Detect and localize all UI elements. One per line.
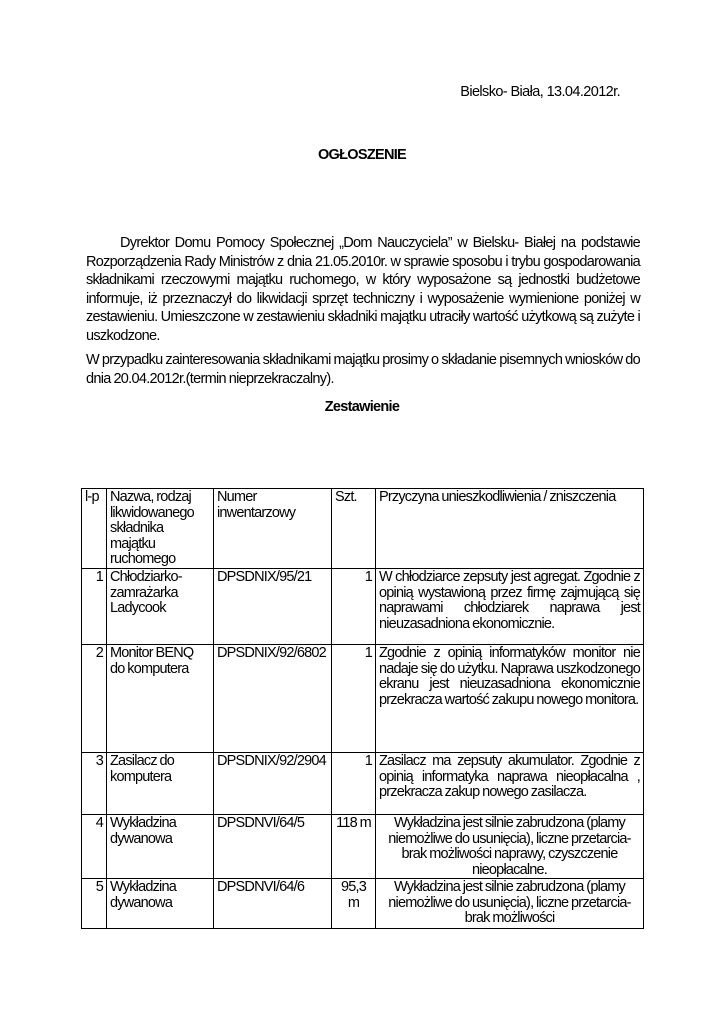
row-lp: 4 (82, 815, 107, 879)
row-lp: 1 (82, 569, 107, 645)
table-row (82, 569, 644, 645)
row-name: Wykładzina dywanowa (107, 815, 214, 879)
row-reason: Wykładzina jest silnie zabrudzona (plamy niemożliwe do usunięcia), liczne przetarcia-brak możliwości naprawy, czyszczenie nieopłacalne. (376, 815, 644, 879)
row-qty: 1 (332, 569, 376, 645)
row-name: Wykładzina dywanowa (107, 879, 214, 929)
row-inventory: DPSDNIX/95/21 (214, 569, 332, 645)
row-lp: 3 (82, 753, 107, 815)
list-subtitle: Zestawienie (324, 399, 400, 415)
items-table (81, 488, 644, 929)
table-row (82, 815, 644, 879)
header-qty: Szt. (332, 489, 376, 569)
row-name: Zasilacz do komputera (107, 753, 214, 815)
row-qty: 118 m (332, 815, 376, 879)
table-row (82, 753, 644, 815)
row-name: Chłodziarko-zamrażarka Ladycook (107, 569, 214, 645)
intro-paragraph: Dyrektor Domu Pomocy Społecznej „Dom Nauczyciela” w Bielsku- Białej na podstawie Rozporządzenia Rady Ministrów z dnia 21.05.2010r. w sprawie sposobu i trybu gospodarowania składnikami rzeczowymi majątku ruchomego, w który wyposażone są jednostki budżetowe informuje, iż przeznaczył do likwidacji sprzęt techniczny i wyposażenie wymienione poniżej w zestawieniu. Umieszczone w zestawieniu składniki majątku utraciły wartość użytkową są zużyte i uszkodzone. (86, 235, 640, 344)
row-reason: Zasilacz ma zepsuty akumulator. Zgodnie z opinią informatyka naprawa nieopłacalna , przekracza zakup nowego zasilacza. (376, 753, 644, 815)
table-header-row (82, 489, 644, 569)
place-date: Bielsko- Biała, 13.04.2012r. (460, 84, 620, 100)
row-inventory: DPSDNVI/64/5 (214, 815, 332, 879)
row-reason: Wykładzina jest silnie zabrudzona (plamy niemożliwe do usunięcia), liczne przetarcia-brak możliwości (376, 879, 644, 929)
header-name: Nazwa, rodzaj likwidowanego składnika majątku ruchomego (107, 489, 214, 569)
table-row (82, 879, 644, 929)
header-inventory: Numer inwentarzowy (214, 489, 332, 569)
row-qty: 1 (332, 753, 376, 815)
row-qty: 95,3 m (332, 879, 376, 929)
row-reason: W chłodziarce zepsuty jest agregat. Zgodnie z opinią wystawioną przez firmę zajmującą się naprawami chłodziarek naprawa jest nieuzasadniona ekonomicznie. (376, 569, 644, 645)
row-inventory: DPSDNVI/64/6 (214, 879, 332, 929)
header-reason: Przyczyna unieszkodliwienia / zniszczenia (376, 489, 644, 569)
row-reason: Zgodnie z opinią informatyków monitor nie nadaje się do użytku. Naprawa uszkodzonego ekranu jest nieuzasadniona ekonomicznie przekracza wartość zakupu nowego monitora. (376, 645, 644, 753)
row-inventory: DPSDNIX/92/6802 (214, 645, 332, 753)
row-lp: 5 (82, 879, 107, 929)
header-lp: l-p (82, 489, 107, 569)
row-qty: 1 (332, 645, 376, 753)
table-row (82, 645, 644, 753)
deadline-paragraph: W przypadku zainteresowania składnikami majątku prosimy o składanie pisemnych wniosków do dnia 20.04.2012r.(termin nieprzekraczalny). (86, 352, 640, 387)
row-inventory: DPSDNIX/92/2904 (214, 753, 332, 815)
row-lp: 2 (82, 645, 107, 753)
row-name: Monitor BENQ do komputera (107, 645, 214, 753)
document-title: OGŁOSZENIE (317, 147, 407, 163)
